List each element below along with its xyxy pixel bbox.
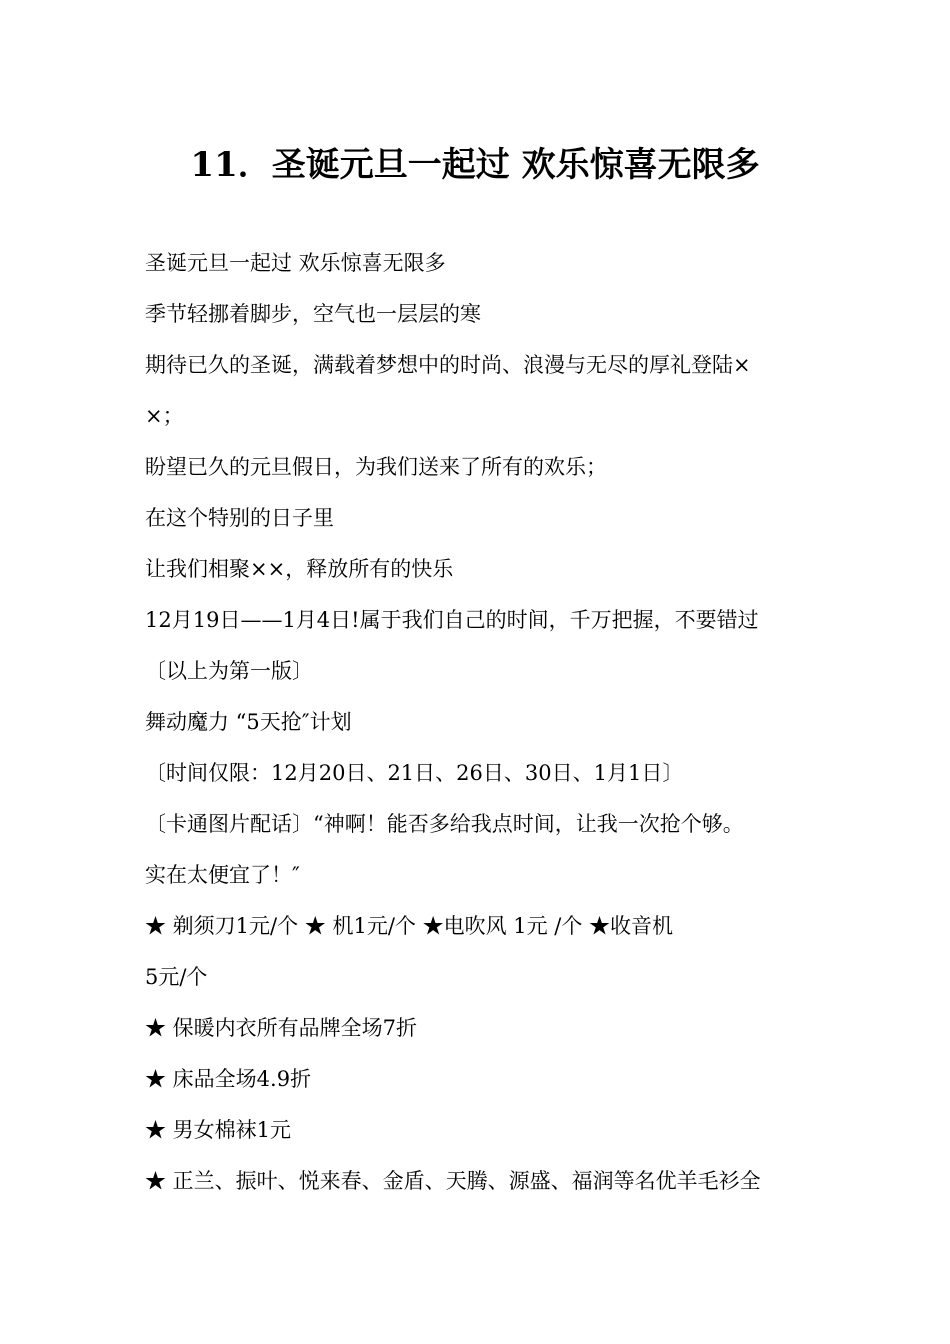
- text-line: 期待已久的圣诞，满载着梦想中的时尚、浪漫与无尽的厚礼登陆×: [145, 353, 751, 377]
- document-title: 11．圣诞元旦一起过 欢乐惊喜无限多: [190, 145, 760, 185]
- text-line: 5元/个: [145, 965, 208, 989]
- text-line: 在这个特别的日子里: [145, 506, 334, 530]
- text-line: ★ 男女棉袜1元: [145, 1118, 292, 1142]
- text-line: 〔以上为第一版〕: [145, 659, 313, 683]
- text-line: 盼望已久的元旦假日，为我们送来了所有的欢乐；: [145, 455, 607, 479]
- text-line: 〔卡通图片配话〕“神啊！能否多给我点时间，让我一次抢个够。: [145, 812, 744, 836]
- text-line: ★ 床品全场4.9折: [145, 1067, 312, 1091]
- text-line: 让我们相聚××，释放所有的快乐: [145, 557, 454, 581]
- text-line: 季节轻挪着脚步，空气也一层层的寒: [145, 302, 481, 326]
- text-line: ★ 正兰、振叶、悦来春、金盾、天腾、源盛、福润等名优羊毛衫全: [145, 1169, 761, 1193]
- text-line: ★ 剃须刀1元/个 ★ 机1元/个 ★电吹风 1元 /个 ★收音机: [145, 914, 674, 938]
- text-line: 圣诞元旦一起过 欢乐惊喜无限多: [145, 251, 446, 275]
- text-line: 舞动魔力 “5天抢″计划: [145, 710, 352, 734]
- document-body: [145, 238, 810, 1207]
- text-line: 12月19日——1月4日!属于我们自己的时间，千万把握，不要错过: [145, 608, 759, 632]
- text-line: ×；: [145, 404, 184, 428]
- text-line: 〔时间仅限：12月20日、21日、26日、30日、1月1日〕: [145, 761, 684, 785]
- text-line: ★ 保暖内衣所有品牌全场7折: [145, 1016, 418, 1040]
- text-line: 实在太便宜了！″: [145, 863, 300, 887]
